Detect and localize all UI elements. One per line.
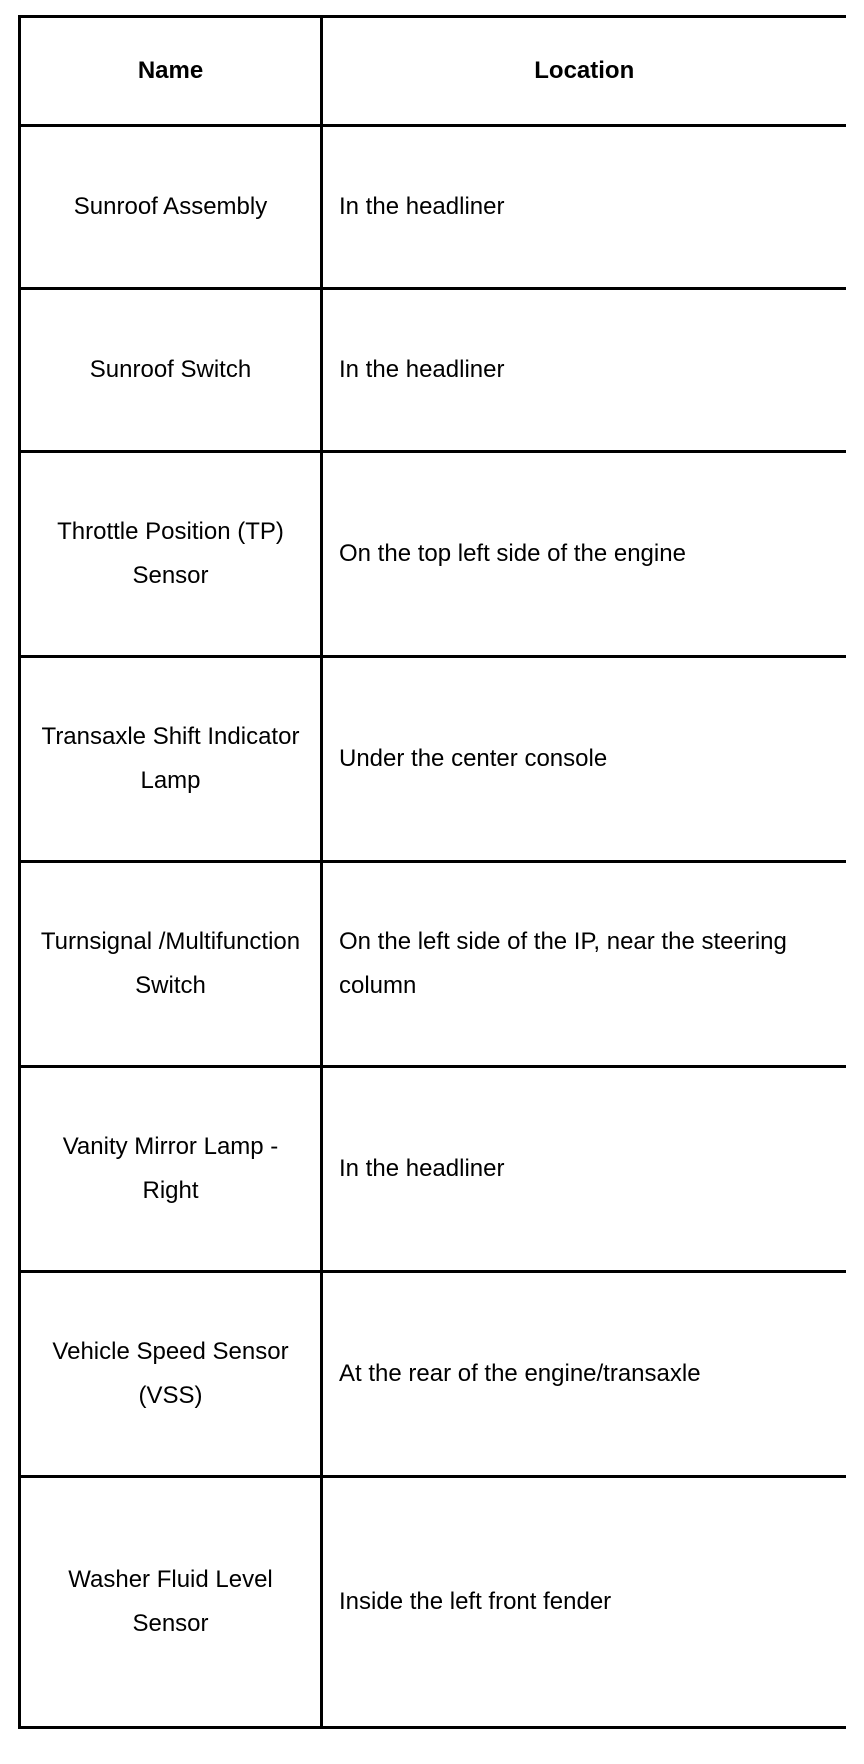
component-name: Washer Fluid Level Sensor	[20, 1477, 322, 1728]
component-location: At the rear of the engine/transaxle	[322, 1272, 846, 1477]
table-row	[20, 862, 846, 1067]
table-row	[20, 1067, 846, 1272]
component-name: Throttle Position (TP) Sensor	[20, 452, 322, 657]
table-row	[20, 1477, 846, 1728]
table-row	[20, 126, 846, 289]
component-name: Transaxle Shift Indicator Lamp	[20, 657, 322, 862]
header-name: Name	[20, 17, 322, 126]
component-location: In the headliner	[322, 126, 846, 289]
table-row	[20, 1272, 846, 1477]
header-location: Location	[322, 17, 846, 126]
component-location: On the left side of the IP, near the steering column	[322, 862, 846, 1067]
component-location-table	[18, 15, 846, 1729]
component-name: Sunroof Assembly	[20, 126, 322, 289]
table-row	[20, 289, 846, 452]
table-row	[20, 657, 846, 862]
component-name: Vanity Mirror Lamp - Right	[20, 1067, 322, 1272]
component-location: Inside the left front fender	[322, 1477, 846, 1728]
component-name: Turnsignal /Multifunction Switch	[20, 862, 322, 1067]
component-location: In the headliner	[322, 289, 846, 452]
component-name: Sunroof Switch	[20, 289, 322, 452]
table-header-row	[20, 17, 846, 126]
component-location: On the top left side of the engine	[322, 452, 846, 657]
component-name: Vehicle Speed Sensor (VSS)	[20, 1272, 322, 1477]
component-location: In the headliner	[322, 1067, 846, 1272]
component-location: Under the center console	[322, 657, 846, 862]
table-row	[20, 452, 846, 657]
